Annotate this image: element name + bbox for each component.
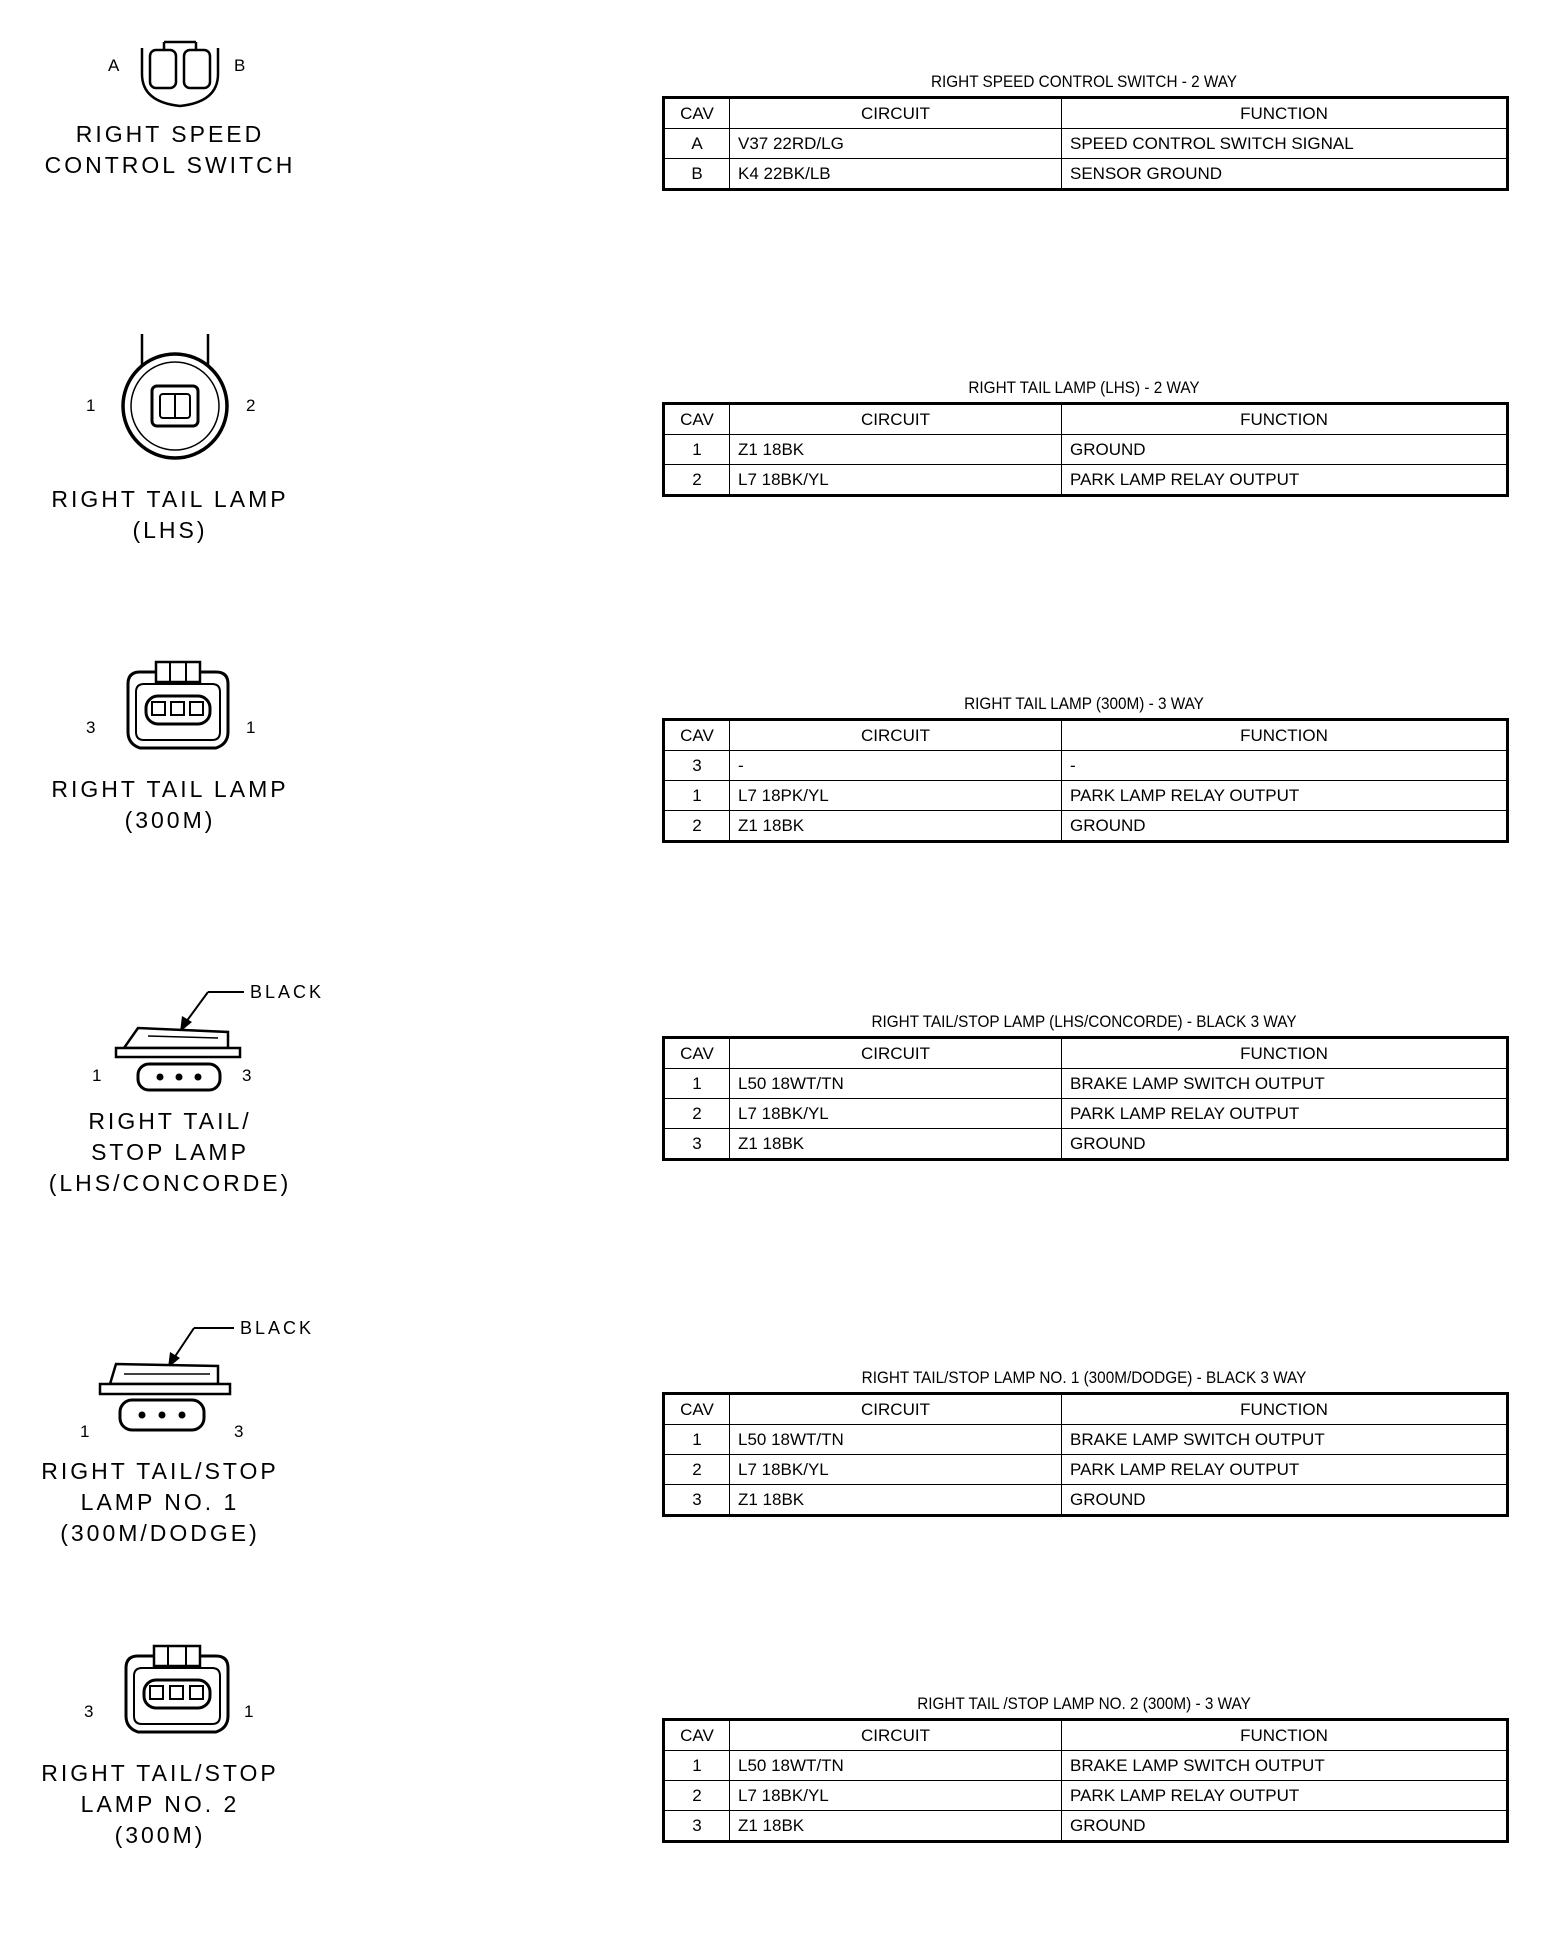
table-row: [664, 781, 1508, 811]
table-title: RIGHT TAIL/STOP LAMP (LHS/CONCORDE) - BLACK 3 WAY: [871, 1012, 1297, 1031]
pinout-table: [662, 1718, 1509, 1843]
table-title: RIGHT TAIL LAMP (300M) - 3 WAY: [964, 694, 1204, 713]
cell-function: PARK LAMP RELAY OUTPUT: [1062, 1455, 1508, 1485]
cell-function: PARK LAMP RELAY OUTPUT: [1062, 465, 1508, 496]
table-header-row: [664, 404, 1508, 435]
cell-circuit: L50 18WT/TN: [730, 1751, 1062, 1781]
table-header-row: [664, 720, 1508, 751]
cell-function: PARK LAMP RELAY OUTPUT: [1062, 1781, 1508, 1811]
cell-circuit: L50 18WT/TN: [730, 1425, 1062, 1455]
connector-caption: RIGHT TAIL/STOP LAMP NO. 1 (300M/DODGE): [41, 1458, 279, 1546]
connector-drawing: [40, 30, 340, 190]
connector-caption: RIGHT TAIL LAMP (300M): [51, 776, 289, 833]
cell-circuit: L7 18PK/YL: [730, 781, 1062, 811]
table-title: RIGHT TAIL LAMP (LHS) - 2 WAY: [968, 378, 1200, 397]
header-cav: CAV: [664, 404, 730, 435]
table-row: [664, 811, 1508, 842]
header-function: FUNCTION: [1062, 720, 1508, 751]
header-function: FUNCTION: [1062, 404, 1508, 435]
cell-circuit: Z1 18BK: [730, 811, 1062, 842]
table-row: [664, 129, 1508, 159]
header-circuit: CIRCUIT: [730, 1394, 1062, 1425]
cell-cav: 2: [664, 1099, 730, 1129]
cell-cav: 2: [664, 811, 730, 842]
connector-drawing: [40, 982, 340, 1222]
pinout-table-block: [662, 1364, 1506, 1517]
table-title: RIGHT SPEED CONTROL SWITCH - 2 WAY: [930, 72, 1238, 91]
tail-lamp-300m-connector-icon: [40, 636, 340, 876]
pin-label-right: 1: [246, 718, 257, 737]
pin-label-left: 1: [80, 1422, 91, 1441]
cell-cav: 1: [664, 1069, 730, 1099]
table-title: RIGHT TAIL /STOP LAMP NO. 2 (300M) - 3 WAY: [917, 1694, 1251, 1713]
pin-label-left: 3: [84, 1702, 95, 1721]
header-circuit: CIRCUIT: [730, 720, 1062, 751]
header-function: FUNCTION: [1062, 98, 1508, 129]
connector-section-tail-lamp-lhs: [0, 318, 1568, 636]
table-row: [664, 1751, 1508, 1781]
pinout-table: [662, 1036, 1509, 1161]
table-row: [664, 1129, 1508, 1160]
pinout-table-block: [662, 1690, 1506, 1843]
connector-section-tail-lamp-300m: [0, 636, 1568, 954]
pinout-table-block: [662, 374, 1506, 497]
cell-cav: 1: [664, 435, 730, 465]
header-cav: CAV: [664, 98, 730, 129]
cell-function: SENSOR GROUND: [1062, 159, 1508, 190]
cell-circuit: Z1 18BK: [730, 1485, 1062, 1516]
pinout-table: [662, 96, 1509, 191]
table-header-row: [664, 1720, 1508, 1751]
cell-cav: 2: [664, 1781, 730, 1811]
cell-circuit: L7 18BK/YL: [730, 1455, 1062, 1485]
header-function: FUNCTION: [1062, 1038, 1508, 1069]
connector-drawing: [40, 636, 340, 876]
cell-circuit: V37 22RD/LG: [730, 129, 1062, 159]
cell-circuit: L7 18BK/YL: [730, 1099, 1062, 1129]
connector-drawing: [40, 318, 340, 558]
cell-function: -: [1062, 751, 1508, 781]
cell-circuit: -: [730, 751, 1062, 781]
header-function: FUNCTION: [1062, 1720, 1508, 1751]
cell-function: GROUND: [1062, 435, 1508, 465]
cell-circuit: K4 22BK/LB: [730, 159, 1062, 190]
color-callout: BLACK: [250, 982, 325, 1002]
cell-cav: 2: [664, 465, 730, 496]
table-row: [664, 1485, 1508, 1516]
table-row: [664, 751, 1508, 781]
connector-caption: RIGHT TAIL LAMP (LHS): [51, 486, 289, 543]
cell-circuit: L7 18BK/YL: [730, 465, 1062, 496]
cell-cav: 3: [664, 1129, 730, 1160]
cell-cav: 1: [664, 1751, 730, 1781]
cell-function: GROUND: [1062, 1811, 1508, 1842]
cell-function: GROUND: [1062, 1129, 1508, 1160]
table-title: RIGHT TAIL/STOP LAMP NO. 1 (300M/DODGE) - BLACK 3 WAY: [861, 1368, 1307, 1387]
table-row: [664, 465, 1508, 496]
cell-circuit: L7 18BK/YL: [730, 1781, 1062, 1811]
pinout-table-block: [662, 1008, 1506, 1161]
connector-drawing: [40, 1590, 340, 1850]
header-cav: CAV: [664, 1720, 730, 1751]
header-cav: CAV: [664, 1394, 730, 1425]
header-circuit: CIRCUIT: [730, 1720, 1062, 1751]
cell-function: GROUND: [1062, 811, 1508, 842]
header-function: FUNCTION: [1062, 1394, 1508, 1425]
connector-section-speed-control-switch: [0, 0, 1568, 318]
cell-function: BRAKE LAMP SWITCH OUTPUT: [1062, 1069, 1508, 1099]
pin-label-left: 3: [86, 718, 97, 737]
header-circuit: CIRCUIT: [730, 98, 1062, 129]
connector-caption: RIGHT TAIL/STOP LAMP NO. 2 (300M): [41, 1760, 279, 1848]
table-header-row: [664, 98, 1508, 129]
table-row: [664, 1811, 1508, 1842]
table-row: [664, 1069, 1508, 1099]
cell-circuit: L50 18WT/TN: [730, 1069, 1062, 1099]
pinout-table: [662, 1392, 1509, 1517]
table-row: [664, 1781, 1508, 1811]
header-cav: CAV: [664, 720, 730, 751]
pin-label-right: 2: [246, 396, 257, 415]
cell-circuit: Z1 18BK: [730, 1811, 1062, 1842]
cell-cav: A: [664, 129, 730, 159]
cell-function: SPEED CONTROL SWITCH SIGNAL: [1062, 129, 1508, 159]
connector-section-tail-stop-lamp-lhs-concorde: [0, 954, 1568, 1272]
pin-label-left: 1: [86, 396, 97, 415]
cell-circuit: Z1 18BK: [730, 435, 1062, 465]
connector-caption: RIGHT SPEED CONTROL SWITCH: [44, 121, 296, 178]
header-circuit: CIRCUIT: [730, 1038, 1062, 1069]
table-row: [664, 159, 1508, 190]
pinout-table: [662, 718, 1509, 843]
pin-label-right: 1: [244, 1702, 255, 1721]
table-header-row: [664, 1038, 1508, 1069]
table-header-row: [664, 1394, 1508, 1425]
cell-cav: B: [664, 159, 730, 190]
pin-label-right: 3: [234, 1422, 245, 1441]
header-circuit: CIRCUIT: [730, 404, 1062, 435]
cell-cav: 3: [664, 751, 730, 781]
table-row: [664, 1425, 1508, 1455]
cell-function: PARK LAMP RELAY OUTPUT: [1062, 1099, 1508, 1129]
cell-function: PARK LAMP RELAY OUTPUT: [1062, 781, 1508, 811]
color-callout: BLACK: [240, 1318, 315, 1338]
cell-cav: 2: [664, 1455, 730, 1485]
cell-cav: 1: [664, 781, 730, 811]
pinout-table-block: [662, 68, 1506, 191]
table-row: [664, 1455, 1508, 1485]
cell-function: GROUND: [1062, 1485, 1508, 1516]
pin-label-right: 3: [242, 1066, 253, 1085]
pin-label-left: A: [108, 56, 121, 75]
pin-label-left: 1: [92, 1066, 103, 1085]
cell-cav: 1: [664, 1425, 730, 1455]
connector-drawing: [40, 1318, 340, 1558]
cell-circuit: Z1 18BK: [730, 1129, 1062, 1160]
table-row: [664, 1099, 1508, 1129]
connector-section-tail-stop-lamp-no2-300m: [0, 1590, 1568, 1908]
cell-function: BRAKE LAMP SWITCH OUTPUT: [1062, 1751, 1508, 1781]
table-row: [664, 435, 1508, 465]
cell-cav: 3: [664, 1811, 730, 1842]
connector-caption: RIGHT TAIL/ STOP LAMP (LHS/CONCORDE): [48, 1108, 292, 1196]
connector-section-tail-stop-lamp-no1-300m-dodge: [0, 1272, 1568, 1590]
cell-cav: 3: [664, 1485, 730, 1516]
header-cav: CAV: [664, 1038, 730, 1069]
pinout-table-block: [662, 690, 1506, 843]
pinout-table: [662, 402, 1509, 497]
pin-label-right: B: [234, 56, 247, 75]
cell-function: BRAKE LAMP SWITCH OUTPUT: [1062, 1425, 1508, 1455]
